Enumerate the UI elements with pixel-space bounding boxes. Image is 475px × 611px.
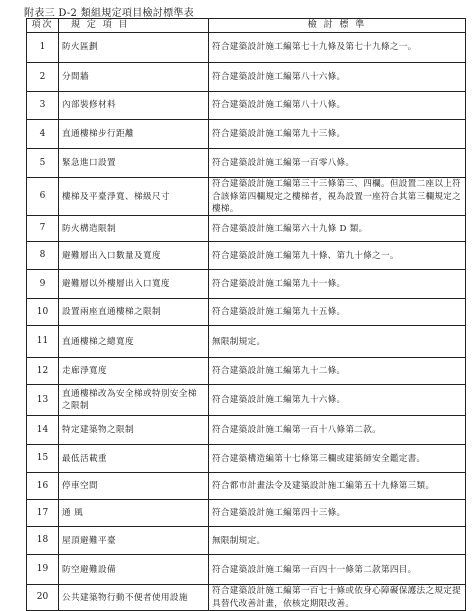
row-standard: 符合建築設計施工編第九十條、第九十條之一。: [209, 242, 466, 270]
table-row: [27, 33, 466, 63]
table-row: [27, 299, 466, 326]
table-row: [27, 416, 466, 445]
table-row: [27, 63, 466, 92]
row-number: 11: [27, 326, 59, 358]
row-item: 防火構造限制: [59, 216, 209, 242]
row-standard: 符合建築設計施工編第九十五條。: [209, 299, 466, 326]
table-row: [27, 178, 466, 216]
row-standard: 符合建築設計施工編第三十三條第三、四欄。但設置二座以上符合該條第四欄規定之樓梯者，視為設置一座符合其第三欄規定之樓梯。: [209, 178, 466, 216]
row-item: 內部裝修材料: [59, 92, 209, 120]
table-row: [27, 473, 466, 500]
table-body: [27, 33, 466, 611]
row-number: 8: [27, 242, 59, 270]
row-number: 7: [27, 216, 59, 242]
row-number: 15: [27, 445, 59, 473]
header-standard: 檢 討 標 準: [209, 19, 466, 33]
row-number: 18: [27, 527, 59, 555]
row-item: 公共建築物行動不便者使用設施: [59, 585, 209, 611]
row-standard: 符合建築設計施工編第一百四十一條第二款第四目。: [209, 555, 466, 585]
row-number: 14: [27, 416, 59, 445]
row-item: 通 風: [59, 500, 209, 527]
header-item: 規 定 項 目: [59, 19, 209, 33]
row-standard: 符合建築設計施工編第一百七十條或依身心障礙保護法之規定提具替代改善計畫，依核定期限改善。: [209, 585, 466, 611]
row-item: 特定建築物之限制: [59, 416, 209, 445]
table-row: [27, 358, 466, 385]
row-standard: 符合建築設計施工編第六十九條 D 類。: [209, 216, 466, 242]
row-standard: 符合都市計畫法令及建築設計施工編第五十九條第三類。: [209, 473, 466, 500]
row-number: 20: [27, 585, 59, 611]
row-standard: 符合建築設計施工編第七十九條及第七十九條之一。: [209, 33, 466, 63]
row-item: 樓梯及平臺淨寬、梯級尺寸: [59, 178, 209, 216]
row-number: 3: [27, 92, 59, 120]
row-standard: 符合建築設計施工編第一百十八條第二款。: [209, 416, 466, 445]
row-number: 10: [27, 299, 59, 326]
row-number: 19: [27, 555, 59, 585]
table-row: [27, 216, 466, 242]
table-row: [27, 270, 466, 299]
document-title: 附表三 D-2 類組規定項目檢討標準表: [24, 8, 195, 19]
row-standard: 符合建築設計施工編第一百零八條。: [209, 149, 466, 178]
table-row: [27, 242, 466, 270]
row-standard: 符合建築設計施工編第九十二條。: [209, 358, 466, 385]
row-item: 防火區劃: [59, 33, 209, 63]
row-item: 緊急進口設置: [59, 149, 209, 178]
row-item: 直通樓梯步行距離: [59, 120, 209, 149]
row-item: 防空避難設備: [59, 555, 209, 585]
row-number: 6: [27, 178, 59, 216]
row-item: 走廊淨寬度: [59, 358, 209, 385]
row-number: 17: [27, 500, 59, 527]
row-standard: 符合建築設計施工編第八十八條。: [209, 92, 466, 120]
table-row: [27, 445, 466, 473]
row-standard: 符合建築設計施工編第八十六條。: [209, 63, 466, 92]
row-item: 避難層出入口數量及寬度: [59, 242, 209, 270]
row-item: 避難層以外樓層出入口寬度: [59, 270, 209, 299]
table-row: [27, 385, 466, 416]
table-row: [27, 527, 466, 555]
row-item: 最低活載重: [59, 445, 209, 473]
table-row: [27, 149, 466, 178]
row-number: 1: [27, 33, 59, 63]
row-number: 2: [27, 63, 59, 92]
row-number: 12: [27, 358, 59, 385]
row-number: 9: [27, 270, 59, 299]
row-item: 停車空間: [59, 473, 209, 500]
row-item: 設置兩座直通樓梯之限制: [59, 299, 209, 326]
row-item: 屋頂避難平臺: [59, 527, 209, 555]
table-row: [27, 500, 466, 527]
table-row: [27, 92, 466, 120]
row-standard: 符合建築設計施工編第九十三條。: [209, 120, 466, 149]
row-standard: 無限制規定。: [209, 326, 466, 358]
row-item: 直通樓梯改為安全梯或特別安全梯之限制: [59, 385, 209, 416]
row-number: 16: [27, 473, 59, 500]
table-row: [27, 555, 466, 585]
table-row: [27, 326, 466, 358]
row-item: 直通樓梯之總寬度: [59, 326, 209, 358]
row-number: 13: [27, 385, 59, 416]
row-standard: 符合建築構造編第十七條第三欄或建築師安全鑑定書。: [209, 445, 466, 473]
header-number: 項次: [27, 19, 59, 33]
row-number: 5: [27, 149, 59, 178]
table-header-row: [27, 19, 466, 33]
row-number: 4: [27, 120, 59, 149]
row-standard: 符合建築設計施工編第九十六條。: [209, 385, 466, 416]
standards-table: [26, 18, 466, 611]
row-item: 分間牆: [59, 63, 209, 92]
table-row: [27, 120, 466, 149]
row-standard: 符合建築設計施工編第四十三條。: [209, 500, 466, 527]
table-row: [27, 585, 466, 611]
row-standard: 符合建築設計施工編第九十一條。: [209, 270, 466, 299]
row-standard: 無限制規定。: [209, 527, 466, 555]
